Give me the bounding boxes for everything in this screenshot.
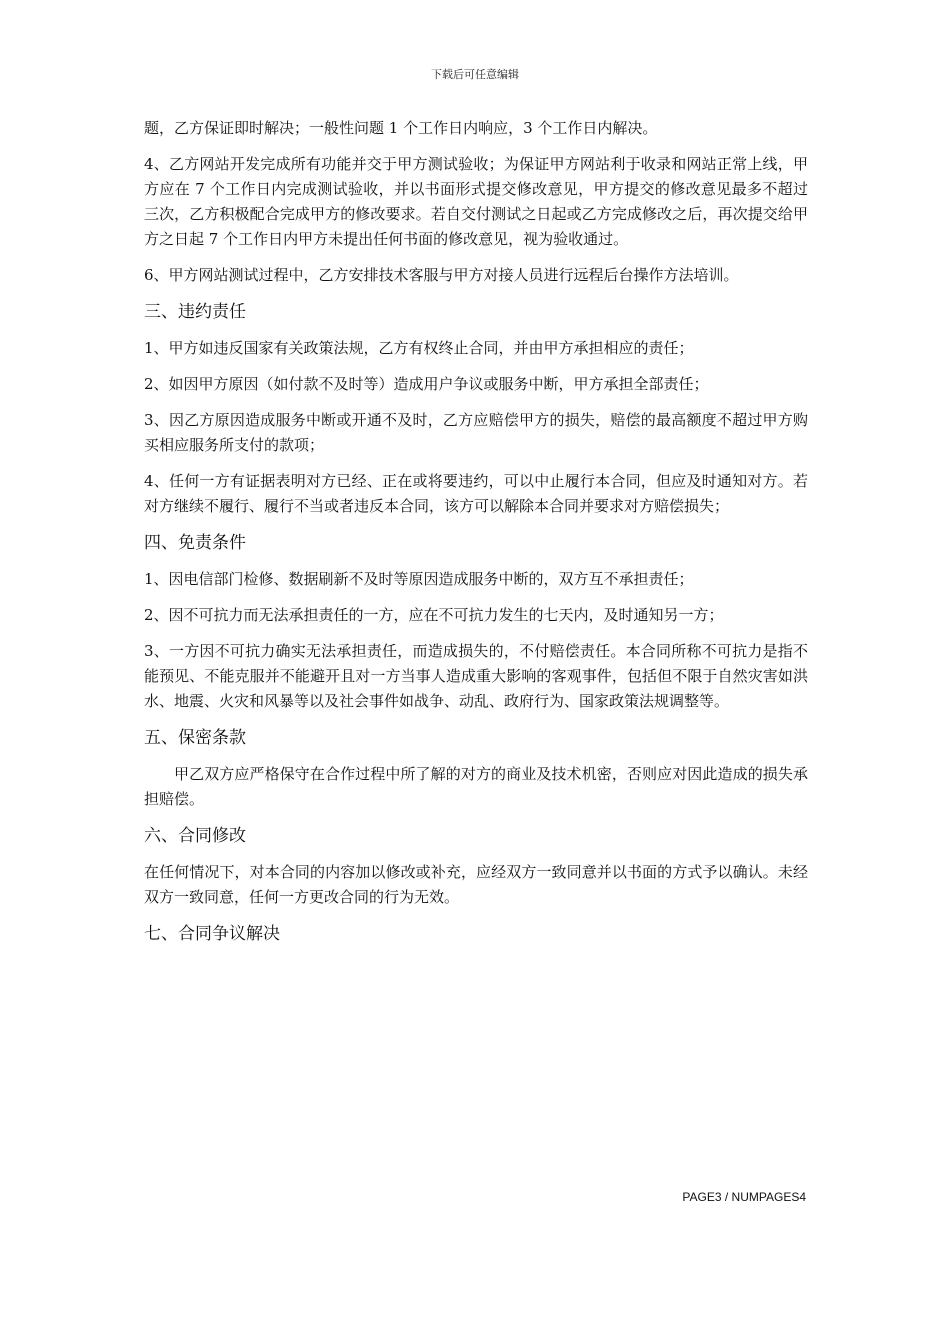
paragraph-item-6-training: 6、甲方网站测试过程中，乙方安排技术客服与甲方对接人员进行远程后台操作方法培训。 — [144, 266, 739, 284]
paragraph-breach-4: 4、任何一方有证据表明对方已经、正在或将要违约，可以中止履行本合同，但应及时通知对方。若对方继续不履行、履行不当或者违反本合同，该方可以解除本合同并要求对方赔偿损失； — [144, 472, 808, 515]
page-number-footer: PAGE3 / NUMPAGES4 — [682, 1190, 806, 1204]
paragraph-breach-1: 1、甲方如违反国家有关政策法规，乙方有权终止合同，并由甲方承担相应的责任； — [144, 339, 694, 357]
paragraph-exemption-1: 1、因电信部门检修、数据刷新不及时等原因造成服务中断的，双方互不承担责任； — [144, 570, 694, 588]
paragraph-confidentiality: 甲乙双方应严格保守在合作过程中所了解的对方的商业及技术机密，否则应对因此造成的损失承担赔偿。 — [144, 765, 808, 808]
document-body — [144, 116, 808, 958]
paragraph-continuation: 题，乙方保证即时解决；一般性问题 1 个工作日内响应，3 个工作日内解决。 — [144, 119, 658, 137]
paragraph-amendment: 在任何情况下，对本合同的内容加以修改或补充，应经双方一致同意并以书面的方式予以确认。未经双方一致同意，任何一方更改合同的行为无效。 — [144, 863, 808, 906]
section-heading-confidentiality: 五、保密条款 — [144, 728, 246, 748]
paragraph-exemption-3: 3、一方因不可抗力确实无法承担责任，而造成损失的，不付赔偿责任。本合同所称不可抗力是指不能预见、不能克服并不能避开且对一方当事人造成重大影响的客观事件，包括但不限于自然灾害如洪水、地震、火灾和风暴等以及社会事件如战争、动乱、政府行为、国家政策法规调整等。 — [144, 642, 808, 710]
paragraph-exemption-2: 2、因不可抗力而无法承担责任的一方，应在不可抗力发生的七天内，及时通知另一方； — [144, 606, 724, 624]
paragraph-breach-2: 2、如因甲方原因（如付款不及时等）造成用户争议或服务中断，甲方承担全部责任； — [144, 375, 709, 393]
section-heading-exemption: 四、免责条件 — [144, 533, 246, 553]
header-note: 下载后可任意编辑 — [431, 68, 519, 81]
section-heading-amendment: 六、合同修改 — [144, 826, 246, 846]
paragraph-item-4-acceptance: 4、乙方网站开发完成所有功能并交于甲方测试验收；为保证甲方网站利于收录和网站正常上线，甲方应在 7 个工作日内完成测试验收，并以书面形式提交修改意见，甲方提交的修改意见最多不超过三次，乙方积极配合完成甲方的修改要求。若自交付测试之日起或乙方完成修改之后，再次提交给甲方之日起 7 个工作日内甲方未提出任何书面的修改意见，视为验收通过。 — [144, 155, 808, 248]
section-heading-dispute: 七、合同争议解决 — [144, 924, 280, 944]
paragraph-breach-3: 3、因乙方原因造成服务中断或开通不及时，乙方应赔偿甲方的损失，赔偿的最高额度不超过甲方购买相应服务所支付的款项； — [144, 411, 808, 454]
section-heading-breach: 三、违约责任 — [144, 302, 246, 322]
